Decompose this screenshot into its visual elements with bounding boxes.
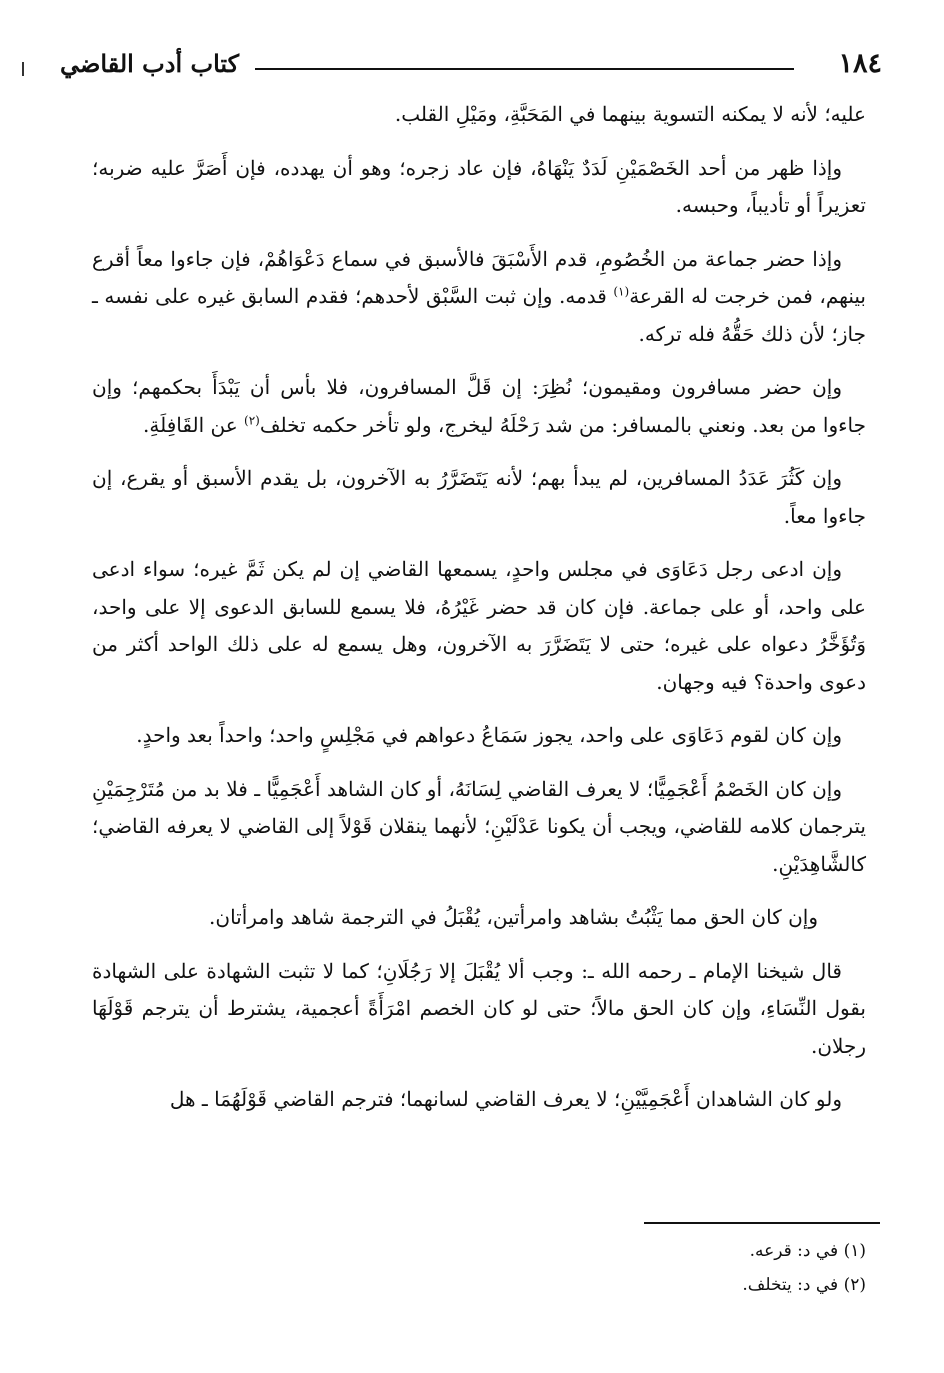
main-text	[92, 96, 866, 1135]
running-title: كتاب أدب القاضي	[60, 49, 240, 78]
footnote-ref: (١)	[613, 284, 630, 299]
paragraph: قال شيخنا الإمام ـ رحمه الله ـ: وجب ألا يُقْبَلَ إلا رَجُلَانِ؛ كما لا تثبت الشهادة على الشهادة بقول النِّسَاءِ، وإن كان الحق مالاً؛ حتى لو كان الخصم امْرَأَةً أعجمية، يشترط أن يترجم قَوْلَهَا رجلان.	[92, 958, 866, 1058]
paragraph: ولو كان الشاهدان أَعْجَمِيَّيْنِ؛ لا يعرف القاضي لسانهما؛ فترجم القاضي قَوْلَهُمَا ـ هل	[169, 1087, 842, 1111]
footnote: (١) في د: قرعه.	[749, 1241, 866, 1261]
paragraph: وإذا حضر جماعة من الخُصُومِ، قدم الأَسْبَقَ فالأسبق في سماع دَعْوَاهُمْ، فإن جاءوا معاً أقرع بينهم، فمن خرجت له القرعة$^{(١)}$ قدمه. وإن ثبت السَّبْق لأحدهم؛ فقدم السابق غيره على نفسه ـ جاز؛ لأن ذلك حَقُّهُ فله تركه.	[92, 246, 866, 346]
page-edge-mark	[22, 62, 24, 76]
page-header	[60, 46, 882, 86]
footnote-ref: (٢)	[244, 412, 260, 427]
paragraph: وإن ادعى رجل دَعَاوَى في مجلس واحدٍ، يسمعها القاضي إن لم يكن ثَمَّ غيره؛ سواء ادعى على واحد، أو على جماعة. فإن كان قد حضر غَيْرُهُ، فلا يسمع للسابق الدعوى إلا على واحد، وَتُؤَخَّرُ دعواه على غيره؛ حتى لا يَتَضَرَّرَ به الآخرون، وهل يسمع له على ذلك الواحد أكثر من دعوى واحدة؟ فيه وجهان.	[92, 557, 866, 694]
footnote-rule	[644, 1222, 880, 1224]
footnote: (٢) في د: يتخلف.	[742, 1275, 866, 1295]
paragraph: وإذا ظهر من أحد الخَصْمَيْنِ لَدَدٌ يَنْهَاهُ، فإن عاد زجره؛ وهو أن يهدده، فإن أَصَرَّ عليه ضربه؛ تعزيراً أو تأديباً، وحبسه.	[92, 155, 866, 217]
paragraph: عليه؛ لأنه لا يمكنه التسوية بينهما في المَحَبَّةِ، ومَيْلِ القلب.	[394, 102, 866, 126]
footnotes	[400, 1234, 866, 1302]
header-rule	[255, 68, 794, 70]
page-number: ١٨٤	[838, 48, 882, 79]
paragraph: وإن كان لقوم دَعَاوَى على واحد، يجوز سَمَاعُ دعواهم في مَجْلِسٍ واحد؛ واحداً بعد واحدٍ.	[136, 723, 842, 747]
paragraph: وإن كان الحق مما يَثْبُتُ بشاهد وامرأتين، يُقْبَلُ في الترجمة شاهد وامرأتان.	[209, 905, 818, 929]
paragraph: وإن حضر مسافرون ومقيمون؛ نُظِرَ: إن قَلَّ المسافرون، فلا بأس أن يَبْدَأَ بحكمهم؛ وإن جاءوا من بعد. ونعني بالمسافر: من شد رَحْلَهُ ليخرج، ولو تأخر حكمه تخلف$^{(٢)}$ عن القَافِلَةِ.	[92, 375, 866, 437]
paragraph: وإن كان الخَصْمُ أَعْجَمِيًّا؛ لا يعرف القاضي لِسَانَهُ، أو كان الشاهد أَعْجَمِيًّا ـ فلا بد من مُتَرْجِمَيْنِ يترجمان كلامه للقاضي، ويجب أن يكونا عَدْلَيْنِ؛ لأنهما ينقلان قَوْلاً إلى القاضي لا يعرفه القاضي؛ كالشَّاهِدَيْنِ.	[92, 776, 866, 876]
paragraph: وإن كَثُرَ عَدَدُ المسافرين، لم يبدأ بهم؛ لأنه يَتَضَرَّرُ به الآخرون، بل يقدم الأسبق أو يقرع، إن جاءوا معاً.	[92, 466, 866, 528]
